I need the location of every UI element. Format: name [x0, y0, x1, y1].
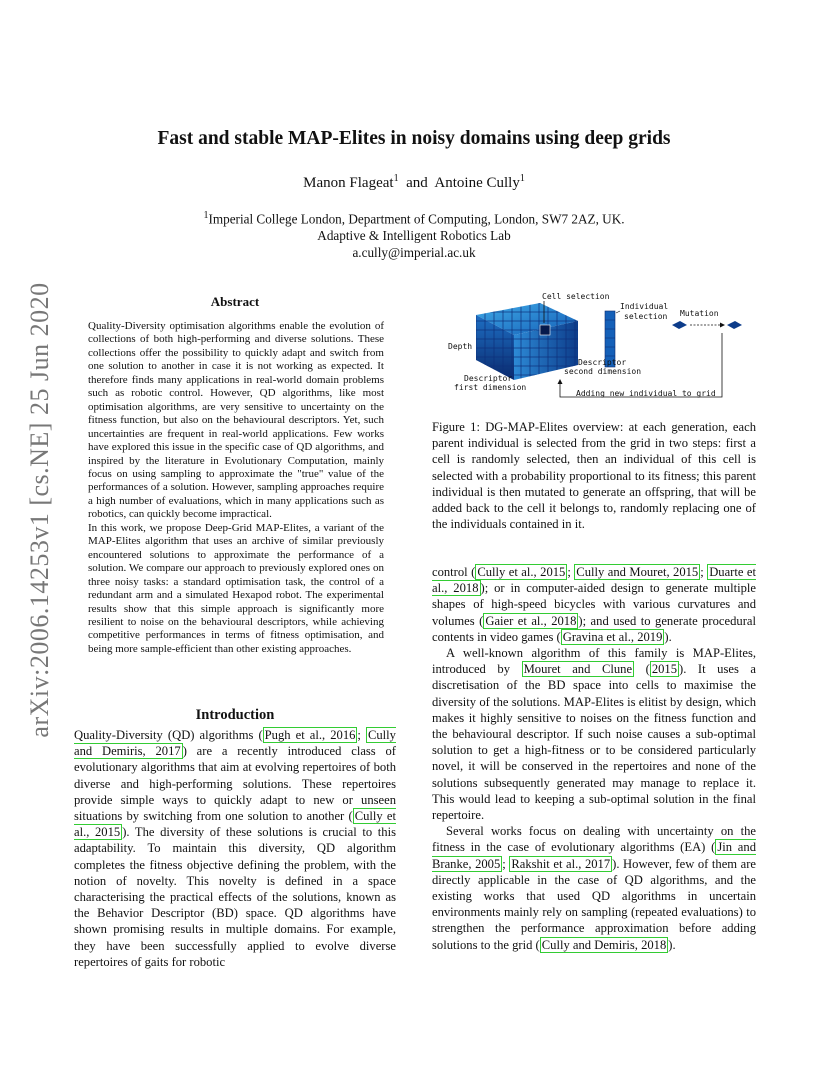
body-text: ); and used to generate procedural contents in video games (	[432, 613, 756, 644]
abstract-body	[88, 320, 384, 656]
parent-individual	[672, 321, 687, 329]
citation-link[interactable]: Cully et al., 2015	[74, 809, 396, 840]
affiliation-text: Imperial College London, Department of Computing, London, SW7 2AZ, UK.	[208, 211, 625, 227]
label-descriptor-1: Descriptor	[464, 374, 513, 383]
abstract-paragraph-1: Quality-Diversity optimisation algorithms enable the evolution of collections of both high-performing and diverse solutions. These collections offer the possibility to quickly adapt and switch from one solution to another in case it is not working as expected. It therefore finds many applications in real-world domain problems such as robotic control. However, QD algorithms, like most optimisation algorithms, are very sensitive to uncertainty on the fitness function, but also on the behavioural descriptors. Yet, such uncertainties are frequent in real-world applications. Few works have explored this issue in the specific case of QD algorithms, and inspired by the literature in Evolutionary Computation, mainly focus on using sampling to approximate the "true" value of the performances of a solution. However, sampling approaches require a high number of evaluations, which in many applications such as robotics, can quickly become impractical.	[88, 320, 384, 521]
selected-cell	[540, 325, 550, 335]
intro-text: ). The diversity of these solutions is crucial to this adaptability. To maintain this diversity, QD algorithm completes the fitness objective defining the problem, with the notion of novelty. This novelty is defined in a space characterising the practical effects of the solutions, known as the Behavior Descriptor (BD) space. QD algorithms have shown promising results in multiple domains. For example, they have been successfully applied to evolve diverse repertoires of gaits for robotic	[74, 825, 396, 969]
label-depth: Depth	[448, 342, 473, 351]
paragraph	[432, 564, 756, 645]
citation-link[interactable]: Gaier et al., 2018	[485, 613, 577, 628]
affiliation-email: a.cully@imperial.ac.uk	[352, 245, 476, 261]
citation-link[interactable]: Cully et al., 2015	[477, 565, 566, 579]
citation-link[interactable]: Cully and Demiris, 2017	[74, 728, 396, 759]
body-text: ).	[668, 937, 676, 952]
label-second-dimension: second dimension	[564, 367, 642, 376]
paragraph	[432, 645, 756, 823]
offspring-individual	[727, 321, 742, 329]
label-descriptor-2: Descriptor	[578, 358, 627, 367]
body-text: ).	[664, 629, 672, 644]
author-1-affil: 1	[393, 173, 399, 184]
author-2-affil: 1	[519, 173, 525, 184]
abstract-heading: Abstract	[210, 294, 260, 309]
label-adding: Adding new individual to grid	[576, 389, 716, 398]
arxiv-sidebar	[20, 282, 60, 738]
introduction-body	[74, 727, 396, 970]
body-text: (	[634, 662, 650, 677]
author-line	[0, 173, 828, 192]
abstract-paragraph-2: In this work, we propose Deep-Grid MAP-Elites, a variant of the MAP-Elites algorithm that uses an archive of similar previously encountered solutions to approximate the performance of a solution. We compare our approach to previously explored ones on three noisy tasks: a standard optimisation task, the control of a redundant arm and a simulated Hexapod robot. The experimental results show that this simple approach is significantly more resilient to noise on the behavioural descriptors, while achieving competitive performances in terms of fitness optimisation, and being more sample-efficient than other existing approaches.	[88, 521, 384, 655]
paragraph	[432, 823, 756, 953]
affiliation-1	[0, 207, 828, 227]
citation-link[interactable]: Cully and Mouret, 2015	[576, 565, 699, 579]
citation-link[interactable]: Mouret and Clune	[523, 662, 633, 677]
author-and: and	[406, 175, 428, 191]
body-text: Several works focus on dealing with uncertainty on the fitness in the case of evolutionary algorithms (EA) (	[432, 824, 756, 855]
body-text: ); or in computer-aided design to generate multiple shapes of high-speed bicycles with various curvatures and volumes (	[432, 581, 756, 628]
citation-link[interactable]: Gravina et al., 2019	[562, 629, 663, 644]
citation-link[interactable]: Jin and Branke, 2005	[432, 840, 756, 871]
body-text: ). However, few of them are directly applicable in the case of QD algorithms, and the existing works that used QD algorithms in uncertain environments mainly rely on sampling (repeated evaluations) to strengthen the performance approximation before adding solutions to the grid (	[432, 856, 757, 952]
label-selection: selection	[624, 312, 668, 321]
affiliation-block	[0, 207, 828, 261]
intro-text: ;	[357, 728, 366, 742]
right-column-body	[432, 564, 756, 953]
citation-link[interactable]: Duarte et al., 2018	[432, 565, 756, 596]
body-text: A well-known algorithm of this family is MAP-Elites, introduced by	[432, 646, 756, 677]
author-2: Antoine Cully	[434, 175, 520, 191]
intro-text: Quality-Diversity (QD) algorithms (	[74, 728, 263, 742]
figure-1-caption: Figure 1: DG-MAP-Elites overview: at each generation, each parent individual is selected from the grid in two steps: first a cell is randomly selected, then an individual of this cell is selected with a probability proportional to its fitness; this parent individual is then mutated to generate an offspring, that will be added back to the cell it belongs to, randomly replacing one of the individuals contained in it.	[432, 420, 756, 532]
introduction-heading: Introduction	[195, 707, 275, 723]
body-text: ;	[700, 565, 708, 579]
body-text: ;	[502, 856, 510, 871]
label-mutation: Mutation	[680, 309, 719, 318]
paper-title: Fast and stable MAP-Elites in noisy domains using deep grids	[157, 128, 671, 149]
affiliation-lab: Adaptive & Intelligent Robotics Lab	[317, 228, 511, 244]
affiliation-sup: 1	[203, 210, 209, 221]
citation-link[interactable]: Cully and Demiris, 2018	[541, 937, 667, 952]
label-individual: Individual	[620, 302, 669, 311]
body-text: control (	[432, 565, 476, 579]
grid-cube	[476, 303, 578, 380]
author-1: Manon Flageat	[303, 175, 394, 191]
intro-text: ) are a recently introduced class of evolutionary algorithms that aim at evolving repertoires of both diverse and high-performing solutions. These repertoires provide simple ways to quickly adapt to new or unseen situations by switching from one solution to another (	[74, 744, 396, 824]
body-text: ;	[567, 565, 575, 579]
figure-1-diagram	[440, 285, 760, 405]
label-cell-selection: Cell selection	[542, 292, 610, 301]
label-first-dimension: first dimension	[454, 383, 527, 392]
citation-link[interactable]: Pugh et al., 2016	[264, 728, 356, 742]
arxiv-id: arXiv:2006.14253v1 [cs.NE] 25 Jun 2020	[25, 282, 54, 738]
citation-link[interactable]: Rakshit et al., 2017	[511, 856, 611, 871]
body-text: ). It uses a discretisation of the BD space into cells to maximise the diversity of the solutions. MAP-Elites is elitist by design, which makes it highly sensitive to noises on the fitness function and the behavioural descriptor. If such noise causes a sub-optimal solution to get a high-fitness or to be considered particularly novel, it will be conserved in the repertoires and none of the solutions subsequently generated may manage to replace it. This would lead to keeping a sub-optimal solution in the final repertoire.	[432, 662, 757, 823]
citation-link[interactable]: 2015	[651, 662, 677, 677]
